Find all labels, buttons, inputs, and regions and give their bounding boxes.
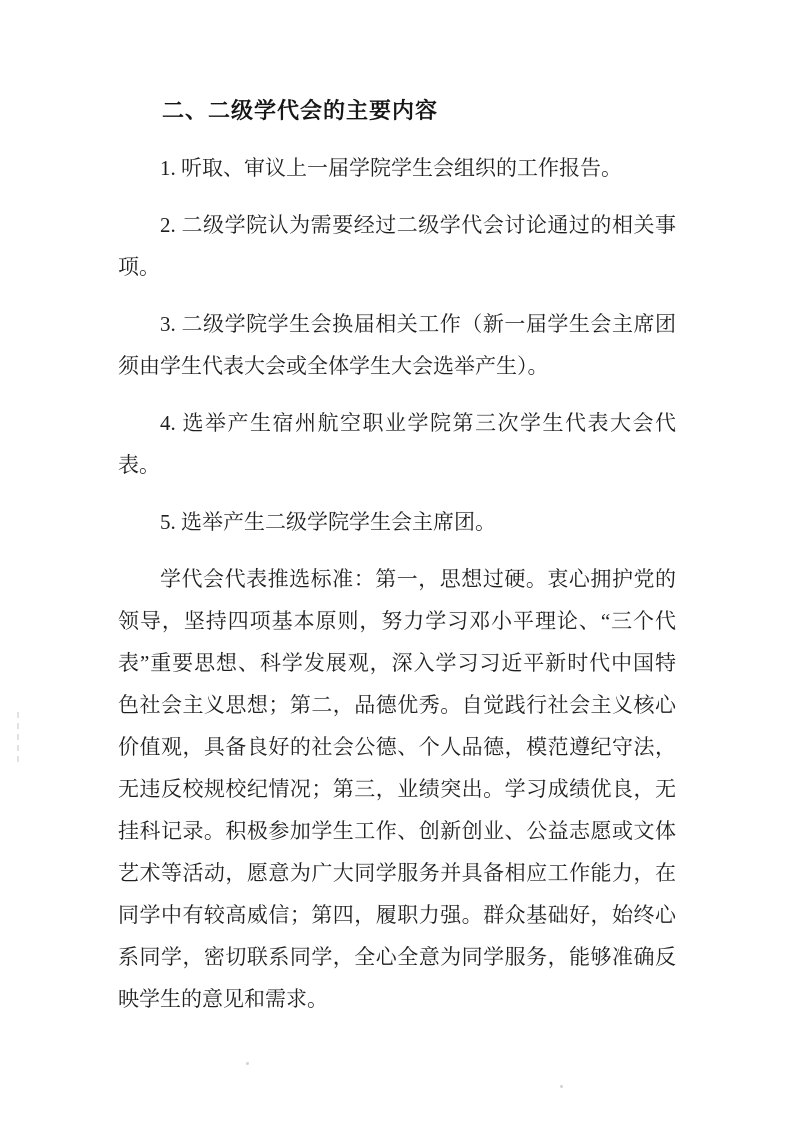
text-line: 学代会代表推选标准：第一，思想过硬。衷心拥护党的 <box>160 567 676 591</box>
text-line: 系同学，密切联系同学，全心全意为同学服务，能够准确反 <box>118 945 676 969</box>
text-line: 1. 听取、审议上一届学院学生会组织的工作报告。 <box>160 156 622 180</box>
paragraph <box>118 402 676 486</box>
text-line: 2. 二级学院认为需要经过二级学代会讨论通过的相关事 <box>160 213 676 237</box>
scan-artifact-speck <box>246 1062 249 1065</box>
text-line: 3. 二级学院学生会换届相关工作（新一届学生会主席团 <box>160 312 676 336</box>
text-line: 价值观，具备良好的社会公德、个人品德，模范遵纪守法， <box>118 735 676 759</box>
paragraph <box>118 204 676 288</box>
text-line: 5. 选举产生二级学院学生会主席团。 <box>160 510 496 534</box>
scan-artifact-speck <box>560 1085 563 1088</box>
document-body <box>118 147 676 1020</box>
document-content <box>118 90 676 1020</box>
text-line: 表。 <box>118 453 160 477</box>
text-line: 项。 <box>118 255 160 279</box>
text-line: 艺术等活动，愿意为广大同学服务并具备相应工作能力，在 <box>118 861 676 885</box>
text-line: 须由学生代表大会或全体学生大会选举产生）。 <box>118 354 549 378</box>
paragraph <box>118 558 676 1020</box>
section-heading: 二、二级学代会的主要内容 <box>162 98 439 123</box>
text-line: 色社会主义思想；第二，品德优秀。自觉践行社会主义核心 <box>118 693 676 717</box>
paragraph <box>118 303 676 387</box>
text-line: 表”重要思想、科学发展观，深入学习习近平新时代中国特 <box>118 651 676 675</box>
text-line: 同学中有较高威信；第四，履职力强。群众基础好，始终心 <box>118 903 676 927</box>
text-line: 挂科记录。积极参加学生工作、创新创业、公益志愿或文体 <box>118 819 676 843</box>
text-line: 领导，坚持四项基本原则，努力学习邓小平理论、“三个代 <box>118 609 676 633</box>
paragraph <box>118 501 676 543</box>
text-line: 映学生的意见和需求。 <box>118 987 328 1011</box>
paragraph <box>118 147 676 189</box>
text-line: 4. 选举产生宿州航空职业学院第三次学生代表大会代 <box>160 411 676 435</box>
text-line: 无违反校规校纪情况；第三，业绩突出。学习成绩优良，无 <box>118 777 676 801</box>
scan-artifact-dashes <box>17 712 20 762</box>
